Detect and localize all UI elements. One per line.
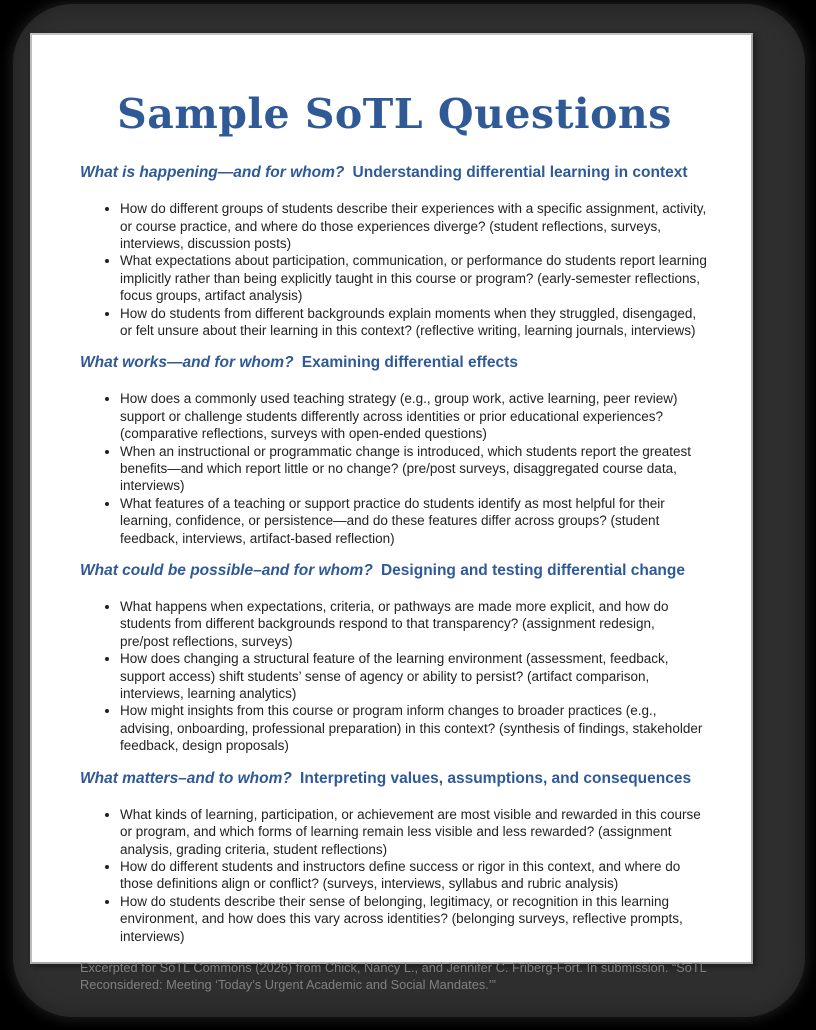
citation-footer: Excerpted for SoTL Commons (2026) from Chick, Nancy L., and Jennifer C. Friberg-Fort. In submission. “SoTL Reconsidered: Meeting ‘Today’s Urgent Academic and Social Mandates.’” bbox=[80, 959, 707, 992]
section-heading bbox=[80, 162, 709, 184]
question-bullet: • How does a commonly used teaching strategy (e.g., group work, active learning, peer review) support or challenge students differently across identities or prior educational experiences? (comparative reflections, surveys with open-ended questions) bbox=[120, 390, 709, 442]
question-bullet: • How do different students and instructors define success or rigor in this context, and where do those definitions align or conflict? (surveys, interviews, syllabus and rubric analysis) bbox=[120, 858, 709, 893]
question-bullet: • When an instructional or programmatic change is introduced, which students report the greatest benefits—and which report little or no change? (pre/post surveys, disaggregated course data, interviews) bbox=[120, 443, 709, 495]
section-what-could-be-possible bbox=[80, 560, 709, 755]
document-page bbox=[30, 33, 753, 992]
section-question: What works—and for whom? bbox=[80, 354, 294, 372]
question-bullet: • What features of a teaching or support practice do students identify as most helpful for their learning, confidence, or persistence—and do these features differ across groups? (student feedback, interviews, artifact-based reflection) bbox=[120, 495, 709, 547]
section-subtitle: Examining differential effects bbox=[301, 354, 518, 372]
question-list bbox=[80, 200, 709, 339]
question-bullet: • How do students from different backgrounds explain moments when they struggled, disengaged, or felt unsure about their learning in this context? (reflective writing, learning journals, interviews) bbox=[120, 305, 709, 340]
section-question: What matters–and to whom? bbox=[80, 769, 292, 787]
section-heading bbox=[80, 352, 709, 374]
section-subtitle: Designing and testing differential change bbox=[380, 562, 685, 580]
question-list bbox=[80, 806, 709, 945]
question-bullet: • What kinds of learning, participation, or achievement are most visible and rewarded in this course or program, and which forms of learning remain less visible and less rewarded? (assignment analysis, grading criteria, student reflections) bbox=[120, 806, 709, 858]
section-what-is-happening bbox=[80, 162, 709, 339]
document-title: Sample SoTL Questions bbox=[117, 90, 672, 138]
section-what-works bbox=[80, 352, 709, 547]
question-bullet: • How might insights from this course or program inform changes to broader practices (e.g., advising, onboarding, professional preparation) in this context? (synthesis of findings, stakeholder feedback, design proposals) bbox=[120, 702, 709, 754]
question-bullet: • How do students describe their sense of belonging, legitimacy, or recognition in this learning environment, and how does this vary across identities? (belonging surveys, reflective prompts, interviews) bbox=[120, 893, 709, 945]
question-list bbox=[80, 390, 709, 547]
section-what-matters bbox=[80, 768, 709, 945]
section-subtitle: Interpreting values, assumptions, and consequences bbox=[300, 769, 692, 787]
section-question: What could be possible–and for whom? bbox=[80, 562, 373, 580]
question-bullet: • How do different groups of students describe their experiences with a specific assignment, activity, or course practice, and where do those experiences diverge? (student reflections, surveys, interviews, discussion posts) bbox=[120, 200, 709, 252]
question-list bbox=[80, 598, 709, 755]
question-bullet: • What expectations about participation, communication, or performance do students report learning implicitly rather than being explicitly taught in this course or program? (early-semester reflections, focus groups, artifact analysis) bbox=[120, 252, 709, 304]
section-question: What is happening—and for whom? bbox=[80, 164, 345, 182]
section-subtitle: Understanding differential learning in context bbox=[352, 164, 688, 182]
section-heading bbox=[80, 768, 709, 790]
section-heading bbox=[80, 560, 709, 582]
question-bullet: • What happens when expectations, criteria, or pathways are made more explicit, and how do students from different backgrounds respond to that transparency? (assignment redesign, pre/post reflections, surveys) bbox=[120, 598, 709, 650]
question-bullet: • How does changing a structural feature of the learning environment (assessment, feedback, support access) shift students’ sense of agency or ability to persist? (artifact comparison, interviews, learning analytics) bbox=[120, 650, 709, 702]
